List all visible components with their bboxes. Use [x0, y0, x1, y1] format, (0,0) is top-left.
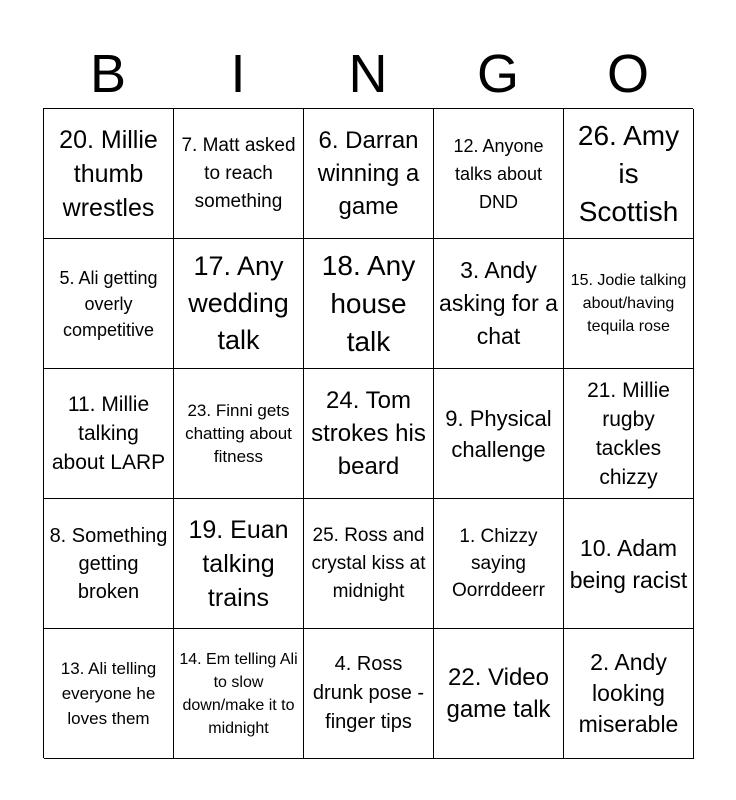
bingo-cell-r5c3[interactable] [304, 629, 434, 759]
header-letter-g: G [476, 44, 519, 104]
bingo-cell-r3c1[interactable] [44, 369, 174, 499]
bingo-cell-r4c3[interactable] [304, 499, 434, 629]
cell-text: 26. Amy is Scottish [577, 119, 680, 227]
bingo-cell-r1c1[interactable] [44, 109, 174, 239]
bingo-cell-r1c3[interactable] [304, 109, 434, 239]
bingo-cell-r2c1[interactable] [44, 239, 174, 369]
cell-text: 8. Something getting broken [49, 524, 168, 603]
bingo-cell-r2c3[interactable] [304, 239, 434, 369]
header-letter-o: O [606, 44, 649, 104]
cell-text: 15. Jodie talking about/having tequila rose [570, 272, 687, 335]
cell-text: 22. Video game talk [446, 663, 551, 723]
cell-text: 3. Andy asking for a chat [439, 257, 558, 349]
cell-text: 2. Andy looking miserable [578, 649, 679, 737]
cell-text: 24. Tom strokes his beard [311, 387, 426, 480]
cell-text: 4. Ross drunk pose - finger tips [312, 653, 425, 733]
cell-text: 19. Euan talking trains [188, 515, 289, 612]
cell-text: 17. Any wedding talk [188, 251, 289, 355]
bingo-cell-r3c2[interactable] [174, 369, 304, 499]
bingo-cell-r5c1[interactable] [44, 629, 174, 759]
bingo-cell-r4c2[interactable] [174, 499, 304, 629]
bingo-cell-r1c5[interactable] [564, 109, 694, 239]
bingo-cell-r2c2[interactable] [174, 239, 304, 369]
bingo-header [43, 40, 693, 108]
bingo-cell-r1c2[interactable] [174, 109, 304, 239]
header-letter-n: N [348, 44, 388, 104]
cell-text: 20. Millie thumb wrestles [59, 125, 158, 222]
cell-text: 11. Millie talking about LARP [51, 393, 166, 474]
cell-text: 23. Finni gets chatting about fitness [185, 401, 292, 466]
cell-text: 1. Chizzy saying Oorrddeerr [452, 526, 545, 601]
cell-text: 7. Matt asked to reach something [181, 134, 296, 212]
bingo-cell-r2c5[interactable] [564, 239, 694, 369]
bingo-cell-r4c1[interactable] [44, 499, 174, 629]
bingo-cell-r4c4[interactable] [434, 499, 564, 629]
bingo-cell-r4c5[interactable] [564, 499, 694, 629]
bingo-cell-r3c4[interactable] [434, 369, 564, 499]
cell-text: 10. Adam being racist [569, 534, 688, 593]
bingo-cell-r5c5[interactable] [564, 629, 694, 759]
bingo-cell-r2c4[interactable] [434, 239, 564, 369]
bingo-cell-r3c3[interactable] [304, 369, 434, 499]
bingo-cell-r1c4[interactable] [434, 109, 564, 239]
header-letter-i: I [230, 44, 246, 104]
bingo-cell-r5c2[interactable] [174, 629, 304, 759]
cell-text: 12. Anyone talks about DND [453, 135, 544, 212]
bingo-cell-r5c4[interactable] [434, 629, 564, 759]
cell-text: 13. Ali telling everyone he loves them [60, 659, 157, 728]
cell-text: 5. Ali getting overly competitive [59, 267, 158, 340]
cell-text: 21. Millie rugby tackles chizzy [587, 378, 670, 489]
cell-text: 18. Any house talk [321, 249, 416, 357]
cell-text: 14. Em telling Ali to slow down/make it to midnight [179, 650, 298, 737]
cell-text: 9. Physical challenge [445, 405, 552, 462]
bingo-board [43, 108, 693, 758]
cell-text: 6. Darran winning a game [317, 127, 420, 220]
cell-text: 25. Ross and crystal kiss at midnight [311, 524, 426, 602]
bingo-cell-r3c5[interactable] [564, 369, 694, 499]
header-letter-b: B [89, 44, 127, 104]
